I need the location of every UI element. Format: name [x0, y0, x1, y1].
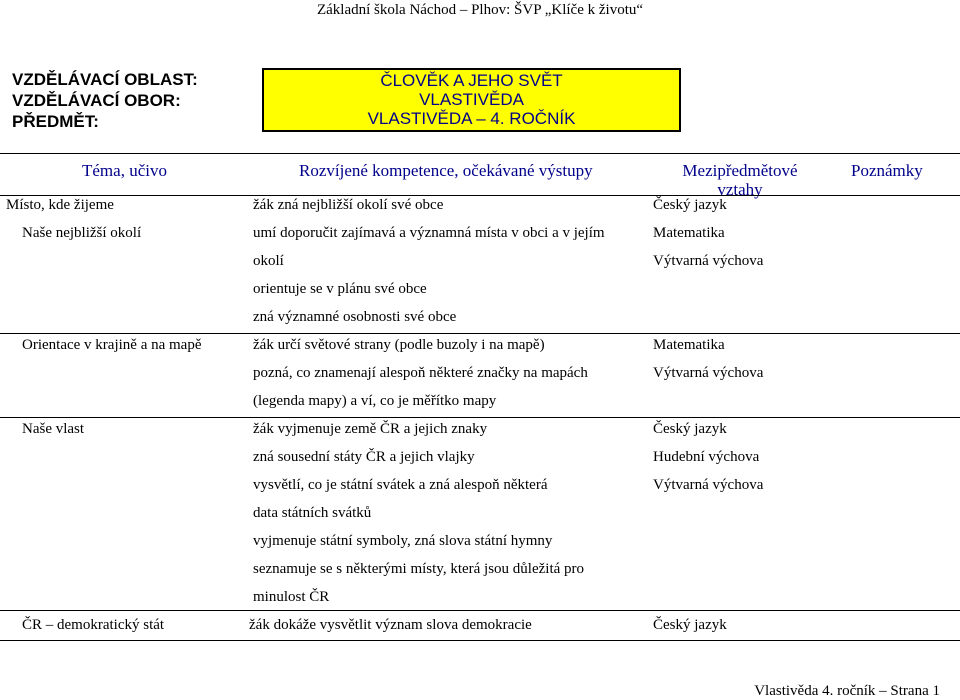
row1-topic: Místo, kde žijeme [6, 197, 114, 213]
label-subject: PŘEDMĚT: [12, 112, 99, 131]
page-footer: Vlastivěda 4. ročník – Strana 1 [754, 683, 940, 699]
header-competence: Rozvíjené kompetence, očekávané výstupy [299, 161, 593, 180]
row12-competence: data státních svátků [253, 505, 372, 521]
row5-competence: zná významné osobnosti své obce [253, 309, 457, 325]
row7-cross: Výtvarná výchova [653, 365, 764, 381]
box-subject: VLASTIVĚDA – 4. ROČNÍK [367, 109, 576, 128]
row16-cross: Český jazyk [653, 617, 727, 633]
header-cross-subject [675, 161, 805, 199]
row3-cross: Výtvarná výchova [653, 253, 764, 269]
row13-competence: vyjmenuje státní symboly, zná slova státní hymny [253, 533, 553, 549]
row16-competence: žák dokáže vysvětlit význam slova demokracie [249, 617, 532, 633]
row4-competence: orientuje se v plánu své obce [253, 281, 427, 297]
row14-competence: seznamuje se s některými místy, která jsou důležitá pro [253, 561, 585, 577]
subject-box [262, 68, 681, 132]
row11-cross: Výtvarná výchova [653, 477, 764, 493]
section-rule-2 [0, 417, 960, 418]
row1-competence: žák zná nejbližší okolí své obce [253, 197, 444, 213]
box-area: ČLOVĚK A JEHO SVĚT [380, 71, 563, 90]
row10-cross: Hudební výchova [653, 449, 760, 465]
section-rule-3 [0, 610, 960, 611]
row10-competence: zná sousední státy ČR a jejich vlajky [253, 449, 475, 465]
label-area: VZDĚLÁVACÍ OBLAST: [12, 70, 198, 89]
section-rule-1 [0, 333, 960, 334]
header-topic: Téma, učivo [82, 161, 167, 180]
row1-cross: Český jazyk [653, 197, 727, 213]
row7-competence: pozná, co znamenají alespoň některé značky na mapách [253, 365, 588, 381]
table-bottom-rule [0, 640, 960, 641]
row15-competence: minulost ČR [253, 589, 330, 605]
row8-competence: (legenda mapy) a ví, co je měřítko mapy [253, 393, 497, 409]
table-top-rule [0, 153, 960, 154]
header-cross-line1: Mezipředmětové [682, 161, 798, 180]
row6-topic: Orientace v krajině a na mapě [22, 337, 202, 353]
label-field: VZDĚLÁVACÍ OBOR: [12, 91, 181, 110]
row2-competence: umí doporučit zajímavá a významná místa v obci a v jejím [253, 225, 605, 241]
row2-topic: Naše nejbližší okolí [22, 225, 142, 241]
row9-topic: Naše vlast [22, 421, 85, 437]
row6-cross: Matematika [653, 337, 725, 353]
row11-competence: vysvětlí, co je státní svátek a zná alespoň některá [253, 477, 548, 493]
row9-cross: Český jazyk [653, 421, 727, 437]
row3-competence: okolí [253, 253, 284, 269]
header-cross-line2: vztahy [717, 180, 763, 199]
page-header: Základní škola Náchod – Plhov: ŠVP „Klíče k životu“ [316, 2, 644, 18]
header-bottom-rule [0, 195, 960, 196]
row2-cross: Matematika [653, 225, 725, 241]
header-notes: Poznámky [851, 161, 923, 180]
row16-topic: ČR – demokratický stát [22, 617, 165, 633]
row9-competence: žák vyjmenuje země ČR a jejich znaky [253, 421, 488, 437]
box-field: VLASTIVĚDA [419, 90, 524, 109]
row6-competence: žák určí světové strany (podle buzoly i na mapě) [253, 337, 545, 353]
